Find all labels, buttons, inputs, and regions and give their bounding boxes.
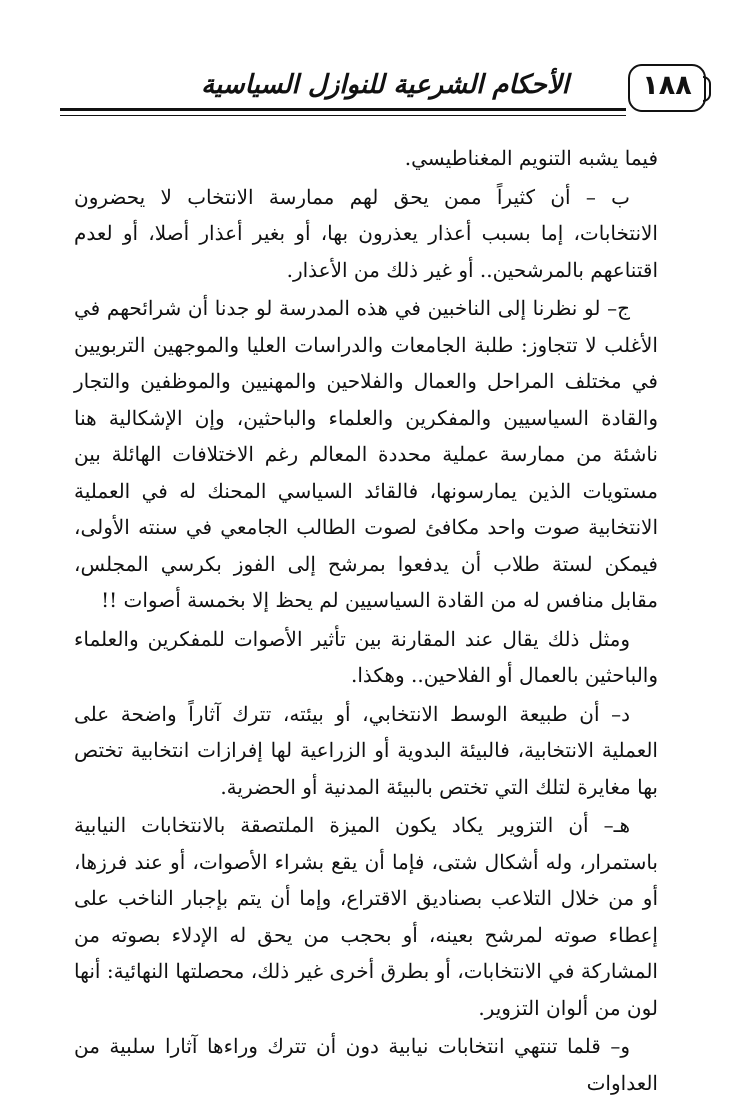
header-rule: [60, 108, 626, 111]
paragraph-w: و– قلما تنتهي انتخابات نيابية دون أن تترك وراءها آثارا سلبية من العداوات: [74, 1034, 658, 1095]
paragraph-d: د– أن طبيعة الوسط الانتخابي، أو بيئته، تترك آثاراً واضحة على العملية الانتخابية، فالبيئة البدوية أو الزراعية لها إفرازات انتخابية تختص بها مغايرة لتلك التي تختص بالبيئة المدنية أو الحضرية.: [74, 701, 658, 799]
paragraph-continuation: فيما يشبه التنويم المغناطيسي.: [404, 146, 658, 170]
page-header: [60, 62, 710, 118]
paragraph-b: ب – أن كثيراً ممن يحق لهم ممارسة الانتخاب لا يحضرون الانتخابات، إما بسبب أعذار يعذرون بها، أو بغير أعذار أصلا، أو لعدم اقتناعهم بالمرشحين.. أو غير ذلك من الأعذار.: [74, 184, 658, 282]
paragraph-comparison: ومثل ذلك يقال عند المقارنة بين تأثير الأصوات للمفكرين والعلماء والباحثين بالعمال أو الفلاحين.. وهكذا.: [74, 626, 658, 687]
page-number: ١٨٨: [642, 70, 692, 101]
header-rule-thin: [60, 115, 626, 116]
body-text: [74, 140, 658, 1101]
page-number-frame: [628, 64, 706, 112]
paragraph-h: هـ– أن التزوير يكاد يكون الميزة الملتصقة بالانتخابات النيابية باستمرار، وله أشكال شتى، فإما أن يقع بشراء الأصوات، أو عند فرزها، أو من خلال التلاعب بصناديق الاقتراع، وإما أن يتم بإجبار الناخب على إعطاء صوته لمرشح بعينه، أو بحجب من يحق له الإدلاء بصوته من المشاركة في الانتخابات، أو بطرق أخرى غير ذلك، محصلتها النهائية: أنها لون من ألوان التزوير.: [74, 813, 658, 1020]
paragraph-c: ج– لو نظرنا إلى الناخبين في هذه المدرسة لو جدنا أن شرائحهم في الأغلب لا تتجاوز: طلبة الجامعات والدراسات العليا والموجهين التربويين في مختلف المراحل والعمال والفلاحين والمهنيين والموظفين والتجار والقادة السياسيين والمفكرين والعلماء والباحثين، وإن الإشكالية هنا ناشئة من ممارسة عملية محددة المعالم رغم الاختلافات الهائلة بين مستويات الذين يمارسونها، فالقائد السياسي المحنك له في العملية الانتخابية صوت واحد مكافئ لصوت الطالب الجامعي في سنته الأولى، فيمكن لستة طلاب أن يدفعوا بمرشح إلى الفوز بكرسي المجلس، مقابل منافس له من القادة السياسيين لم يحظ إلا بخمسة أصوات !!: [74, 296, 658, 612]
running-title: الأحكام الشرعية للنوازل السياسية: [201, 70, 569, 100]
